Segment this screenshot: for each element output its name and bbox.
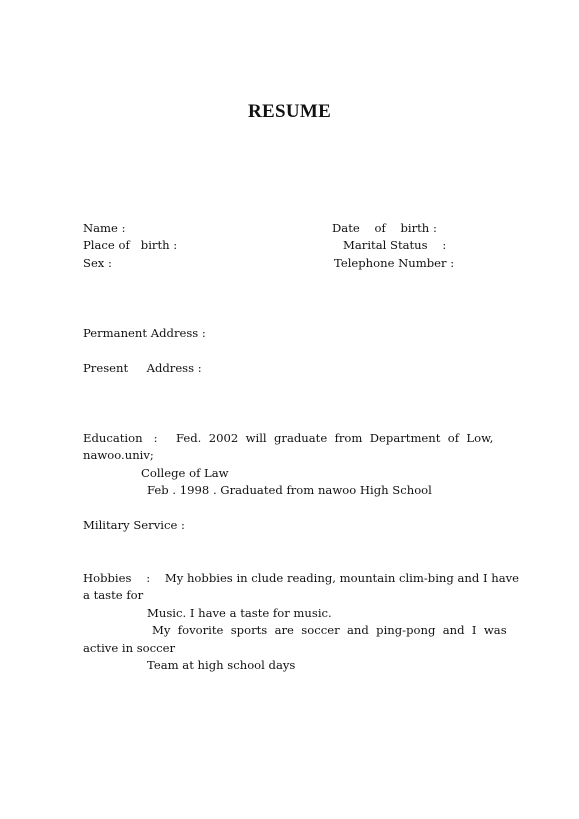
name-label: Name : xyxy=(83,221,126,235)
date-of-birth-label: Date of birth : xyxy=(332,221,437,235)
hobbies-line-4: My fovorite sports are soccer and ping-pong and I was xyxy=(152,623,507,637)
page-title: RESUME xyxy=(247,101,332,122)
telephone-number-label: Telephone Number : xyxy=(334,256,455,270)
hobbies-line-3: Music. I have a taste for music. xyxy=(147,606,332,620)
hobbies-line-1: Hobbies : My hobbies in clude reading, mountain clim-bing and I have xyxy=(83,571,520,585)
military-service-label: Military Service : xyxy=(83,518,185,532)
education-line-4: Feb . 1998 . Graduated from nawoo High School xyxy=(147,483,432,497)
hobbies-line-2: a taste for xyxy=(83,588,144,602)
hobbies-line-5: active in soccer xyxy=(83,641,176,655)
education-line-1: Education : Fed. 2002 will graduate from Department of Low, xyxy=(83,431,494,445)
sex-label: Sex : xyxy=(83,256,112,270)
hobbies-line-6: Team at high school days xyxy=(147,658,296,672)
permanent-address-label: Permanent Address : xyxy=(83,326,206,340)
education-line-2: nawoo.univ; xyxy=(83,448,154,462)
marital-status-label: Marital Status : xyxy=(343,238,447,252)
present-address-label: Present Address : xyxy=(83,361,202,375)
education-line-3: College of Law xyxy=(141,466,229,480)
place-of-birth-label: Place of birth : xyxy=(83,238,178,252)
